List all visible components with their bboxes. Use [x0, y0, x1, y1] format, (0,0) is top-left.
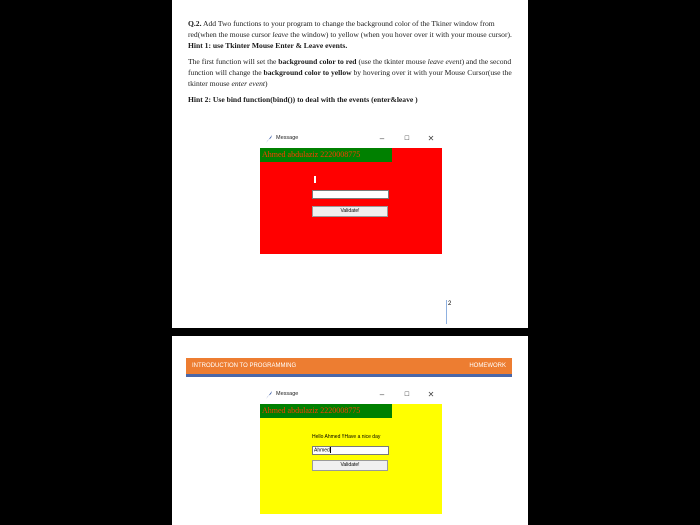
page-number: 2	[448, 301, 452, 307]
instr-text-a: The first function will set the	[188, 57, 279, 66]
minimize-icon[interactable]: –	[379, 134, 385, 143]
question-label: Q.2.	[188, 19, 202, 28]
window-client-area[interactable]	[260, 404, 442, 514]
instr-text-i: )	[264, 79, 268, 88]
name-entry[interactable]	[312, 190, 389, 199]
document-page-2	[172, 336, 528, 525]
name-entry[interactable]	[312, 446, 389, 455]
validate-button[interactable]: Validate!	[312, 460, 388, 471]
feather-icon	[264, 134, 274, 144]
entry-value: Ahmed	[314, 447, 330, 454]
name-label: Ahmed abdulaziz 2220008775	[260, 404, 392, 418]
greeting-label: Hello Ahmed !!Have a nice day	[312, 434, 381, 440]
maximize-icon[interactable]: ☐	[404, 136, 410, 142]
instr-leave-event: leave event	[427, 57, 462, 66]
window-client-area[interactable]	[260, 148, 442, 254]
close-icon[interactable]: ✕	[427, 134, 435, 143]
hint-1: Hint 1: use Tkinter Mouse Enter & Leave events.	[188, 41, 348, 50]
document-page-1	[172, 0, 528, 328]
tk-window-red	[260, 132, 442, 254]
question-leave-word: leave	[272, 30, 289, 39]
feather-icon	[264, 390, 274, 400]
banner-course: INTRODUCTION TO PROGRAMMING	[192, 363, 297, 369]
question-paragraph	[188, 18, 514, 51]
question-body: Add Two functions to your program to change the background color of the Tkiner window from red(when the mouse cursor	[188, 19, 495, 39]
banner-homework: HOMEWORK	[469, 363, 506, 369]
text-cursor-icon	[314, 176, 316, 183]
minimize-icon[interactable]: –	[379, 390, 385, 399]
window-titlebar	[260, 388, 442, 404]
window-title: Message	[276, 135, 299, 141]
window-title: Message	[276, 391, 299, 397]
question-body-cont: the window) to yellow (when you hover over it with your mouse cursor).	[288, 30, 512, 39]
window-titlebar	[260, 132, 442, 148]
hint-2: Hint 2: Use bind function(bind()) to deal with the events (enter&leave )	[188, 95, 418, 104]
instr-text-c: (use the tkinter mouse	[356, 57, 428, 66]
instr-text-g: by hovering over it with your Mouse Cursor(use the tkinter mouse	[188, 68, 512, 88]
validate-button[interactable]: Validate!	[312, 206, 388, 217]
question-text	[188, 18, 514, 110]
name-label: Ahmed abdulaziz 2220008775	[260, 148, 392, 162]
instructions-paragraph	[188, 56, 514, 89]
instr-yellow: background color to yellow	[263, 68, 352, 77]
close-icon[interactable]: ✕	[427, 390, 435, 399]
maximize-icon[interactable]: ☐	[404, 392, 410, 398]
instr-red: background color to red	[278, 57, 357, 66]
banner-underline	[186, 374, 512, 377]
tk-window-yellow	[260, 388, 442, 514]
header-banner	[186, 358, 512, 374]
instr-text-e: ) and the second function will change the	[188, 57, 512, 77]
text-caret	[330, 447, 331, 453]
instr-enter-event: enter event	[231, 79, 265, 88]
page-number-bar	[446, 300, 447, 324]
